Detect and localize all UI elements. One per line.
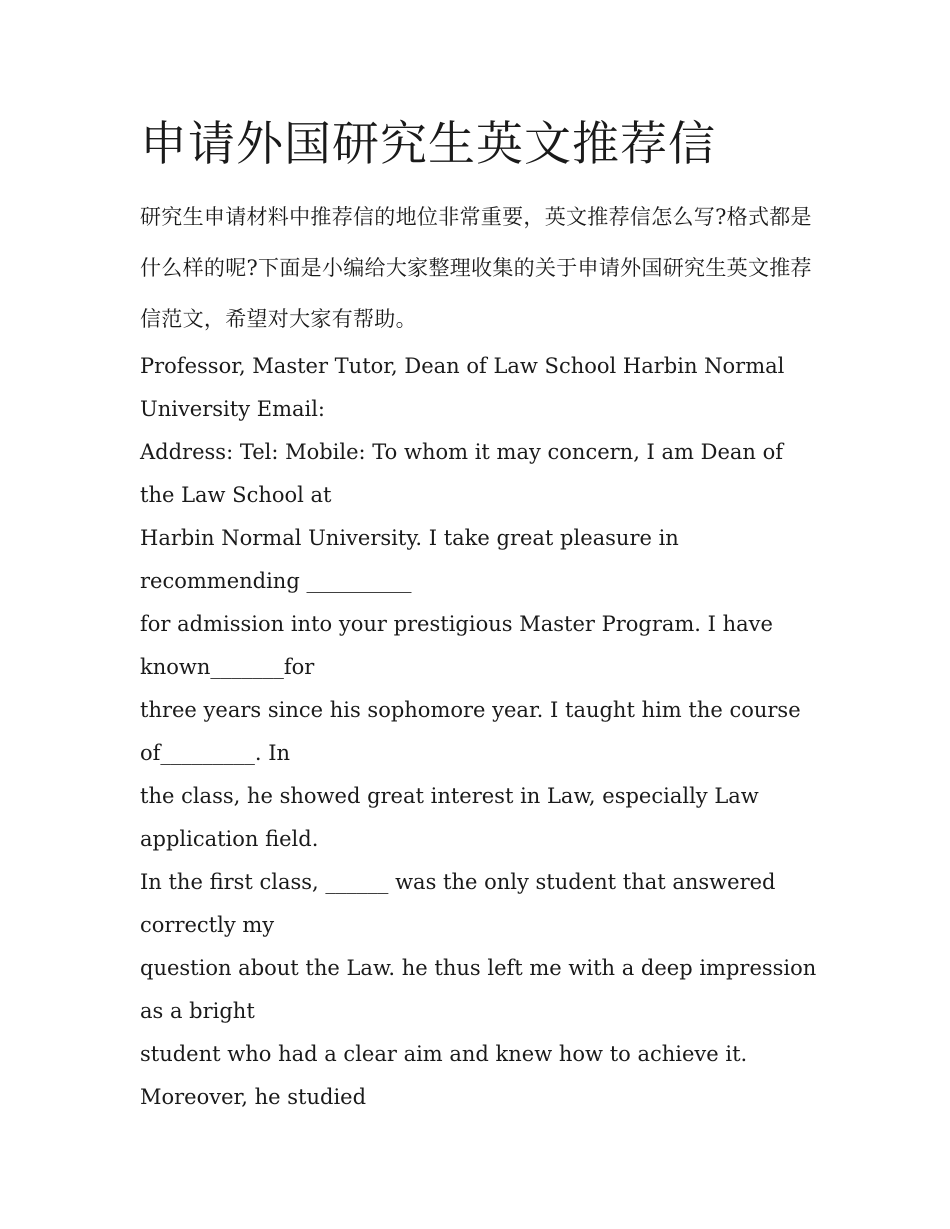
letter-paragraph: Address: Tel: Mobile: To whom it may concern, I am Dean of the Law School at	[140, 440, 784, 507]
letter-paragraph: question about the Law. he thus left me with a deep impression as a bright	[140, 956, 817, 1023]
document-page	[140, 110, 820, 1119]
letter-paragraph: for admission into your prestigious Master Program. I have known_______for	[140, 612, 773, 679]
letter-paragraph: Harbin Normal University. I take great pleasure in recommending __________	[140, 526, 679, 593]
letter-paragraph: In the first class, ______ was the only student that answered correctly my	[140, 870, 776, 937]
letter-paragraph: student who had a clear aim and knew how to achieve it. Moreover, he studied	[140, 1042, 748, 1109]
letter-body	[140, 345, 820, 1119]
intro-paragraph: 研究生申请材料中推荐信的地位非常重要，英文推荐信怎么写?格式都是什么样的呢?下面是小编给大家整理收集的关于申请外国研究生英文推荐信范文，希望对大家有帮助。	[140, 205, 812, 331]
letter-paragraph: three years since his sophomore year. I taught him the course of_________. In	[140, 698, 801, 765]
letter-paragraph: the class, he showed great interest in Law, especially Law application field.	[140, 784, 759, 851]
letter-paragraph: Professor, Master Tutor, Dean of Law School Harbin Normal University Email:	[140, 354, 785, 421]
document-title: 申请外国研究生英文推荐信	[140, 117, 716, 172]
